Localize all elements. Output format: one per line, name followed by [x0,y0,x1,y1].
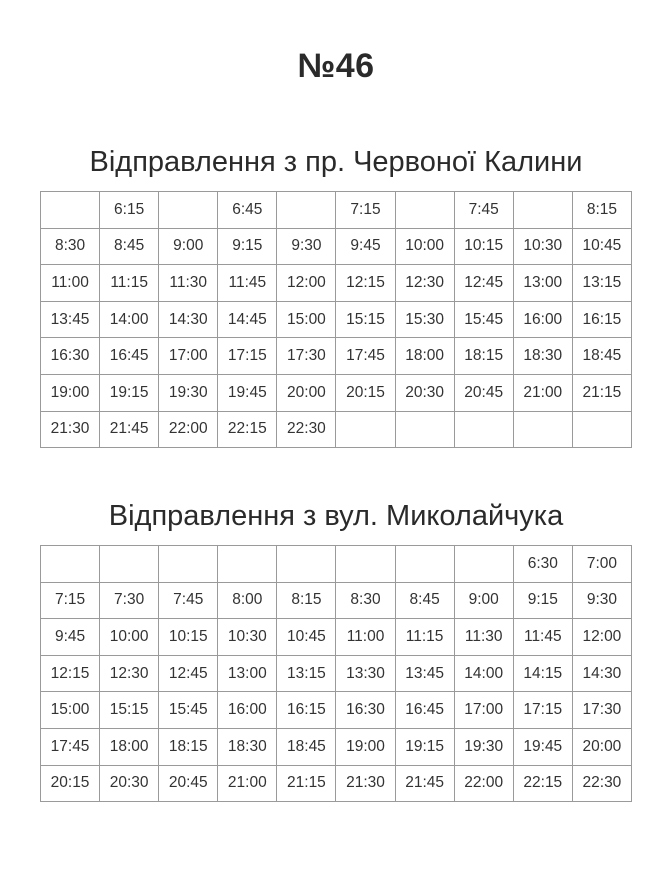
departure-time-cell: 18:45 [277,728,336,765]
departure-time-cell: 13:30 [336,655,395,692]
departure-time-cell: 10:15 [159,619,218,656]
departure-time-cell: 10:30 [218,619,277,656]
departure-time-cell: 7:00 [572,546,631,583]
section-title-mykolaichuka: Відправлення з вул. Миколайчука [108,500,564,532]
departure-time-cell: 20:45 [454,374,513,411]
departure-time-cell: 9:15 [513,582,572,619]
departure-time-cell: 21:00 [218,765,277,802]
departure-time-cell [41,192,100,229]
departure-time-cell: 15:15 [100,692,159,729]
departure-time-cell: 17:15 [513,692,572,729]
departure-time-cell: 22:30 [277,411,336,448]
departure-time-cell: 11:15 [395,619,454,656]
departure-time-cell: 20:30 [395,374,454,411]
departure-time-cell: 10:30 [513,228,572,265]
departure-time-cell: 11:45 [513,619,572,656]
departure-time-cell: 17:00 [159,338,218,375]
departure-time-cell [159,192,218,229]
departure-time-cell: 16:15 [277,692,336,729]
departure-time-cell: 9:30 [277,228,336,265]
departure-time-cell [277,546,336,583]
departure-time-cell: 11:30 [159,265,218,302]
table-row [41,582,632,619]
table-row [41,619,632,656]
departure-time-cell: 6:15 [100,192,159,229]
departure-time-cell: 10:00 [100,619,159,656]
departure-time-cell: 17:45 [336,338,395,375]
departure-time-cell: 17:30 [572,692,631,729]
departure-time-cell [513,192,572,229]
departure-time-cell: 14:00 [454,655,513,692]
departure-time-cell: 14:15 [513,655,572,692]
departure-time-cell: 7:45 [159,582,218,619]
departure-time-cell: 16:45 [100,338,159,375]
departure-time-cell: 13:00 [513,265,572,302]
departure-time-cell: 13:45 [41,301,100,338]
table-row [41,228,632,265]
departure-time-cell: 18:30 [513,338,572,375]
departure-time-cell: 21:30 [41,411,100,448]
departure-time-cell [277,192,336,229]
departure-time-cell: 10:45 [572,228,631,265]
departure-time-cell: 19:00 [336,728,395,765]
table-row [41,728,632,765]
departure-time-cell [100,546,159,583]
table-row [41,765,632,802]
departure-time-cell: 12:15 [41,655,100,692]
departure-time-cell: 11:45 [218,265,277,302]
table-row [41,301,632,338]
departure-time-cell: 18:00 [100,728,159,765]
departure-time-cell: 15:00 [41,692,100,729]
departure-time-cell: 19:30 [159,374,218,411]
departure-time-cell: 8:15 [572,192,631,229]
departure-time-cell: 8:30 [336,582,395,619]
departure-time-cell: 22:00 [454,765,513,802]
departure-time-cell: 19:30 [454,728,513,765]
departure-time-cell: 12:45 [454,265,513,302]
departure-time-cell: 14:30 [159,301,218,338]
departure-time-cell: 17:30 [277,338,336,375]
departure-time-cell [41,546,100,583]
departure-time-cell: 11:15 [100,265,159,302]
departure-time-cell: 18:00 [395,338,454,375]
route-number-title: №46 [297,47,375,85]
departure-time-cell: 20:00 [277,374,336,411]
departure-time-cell [395,411,454,448]
table-row [41,411,632,448]
departure-time-cell [513,411,572,448]
departure-time-cell: 16:30 [336,692,395,729]
departure-time-cell: 18:45 [572,338,631,375]
departure-time-cell: 12:45 [159,655,218,692]
departure-time-cell: 11:30 [454,619,513,656]
table-row [41,692,632,729]
departure-time-cell: 20:15 [41,765,100,802]
table-row [41,374,632,411]
departure-time-cell: 19:00 [41,374,100,411]
departure-time-cell: 12:15 [336,265,395,302]
departure-time-cell: 15:30 [395,301,454,338]
departure-time-cell: 14:45 [218,301,277,338]
departure-time-cell: 7:15 [336,192,395,229]
departure-time-cell: 9:45 [336,228,395,265]
departure-time-cell: 16:15 [572,301,631,338]
departure-time-cell: 21:00 [513,374,572,411]
departure-time-cell: 8:15 [277,582,336,619]
departure-time-cell [454,546,513,583]
departure-time-cell: 21:30 [336,765,395,802]
departure-time-cell: 21:45 [395,765,454,802]
departure-time-cell: 17:45 [41,728,100,765]
departure-time-cell: 9:15 [218,228,277,265]
departure-time-cell: 20:30 [100,765,159,802]
departure-time-cell: 16:45 [395,692,454,729]
departure-time-cell: 6:30 [513,546,572,583]
departure-time-cell: 11:00 [41,265,100,302]
departure-time-cell: 19:15 [100,374,159,411]
departure-time-cell: 10:15 [454,228,513,265]
table-row [41,546,632,583]
departure-time-cell: 19:45 [218,374,277,411]
departure-time-cell: 22:00 [159,411,218,448]
table-row [41,192,632,229]
departure-time-cell: 9:45 [41,619,100,656]
departure-time-cell: 18:30 [218,728,277,765]
section-title-chervonoi-kalyny: Відправлення з пр. Червоної Калини [89,146,583,178]
departure-time-cell: 21:15 [277,765,336,802]
departure-time-cell: 9:00 [454,582,513,619]
departure-time-cell: 19:15 [395,728,454,765]
departure-time-cell: 18:15 [159,728,218,765]
departure-time-cell: 9:30 [572,582,631,619]
departure-time-cell [159,546,218,583]
departure-time-cell: 15:15 [336,301,395,338]
departure-table-chervonoi-kalyny [40,191,632,448]
departure-time-cell: 8:00 [218,582,277,619]
departure-time-cell: 17:00 [454,692,513,729]
departure-time-cell: 14:00 [100,301,159,338]
departure-time-cell [336,546,395,583]
departure-time-cell: 14:30 [572,655,631,692]
departure-time-cell [395,192,454,229]
departure-time-cell: 12:00 [572,619,631,656]
departure-time-cell: 21:45 [100,411,159,448]
departure-time-cell: 12:00 [277,265,336,302]
departure-time-cell: 8:30 [41,228,100,265]
departure-time-cell: 16:00 [218,692,277,729]
departure-time-cell: 15:45 [159,692,218,729]
departure-time-cell: 22:30 [572,765,631,802]
departure-time-cell: 8:45 [395,582,454,619]
table-row [41,338,632,375]
departure-time-cell: 13:45 [395,655,454,692]
departure-time-cell: 10:00 [395,228,454,265]
departure-time-cell: 13:00 [218,655,277,692]
departure-time-cell [395,546,454,583]
departure-time-cell: 19:45 [513,728,572,765]
departure-time-cell [336,411,395,448]
departure-time-cell: 8:45 [100,228,159,265]
departure-time-cell: 20:15 [336,374,395,411]
departure-time-cell: 18:15 [454,338,513,375]
departure-time-cell: 20:00 [572,728,631,765]
departure-time-cell: 12:30 [100,655,159,692]
departure-time-cell: 15:00 [277,301,336,338]
departure-time-cell: 7:15 [41,582,100,619]
departure-time-cell: 7:45 [454,192,513,229]
departure-time-cell: 10:45 [277,619,336,656]
departure-time-cell: 16:00 [513,301,572,338]
departure-table-mykolaichuka [40,545,632,802]
departure-time-cell: 9:00 [159,228,218,265]
table-row [41,265,632,302]
departure-time-cell [454,411,513,448]
departure-time-cell: 22:15 [218,411,277,448]
departure-time-cell [218,546,277,583]
departure-time-cell: 17:15 [218,338,277,375]
departure-time-cell: 22:15 [513,765,572,802]
departure-time-cell: 20:45 [159,765,218,802]
departure-time-cell: 12:30 [395,265,454,302]
departure-time-cell: 16:30 [41,338,100,375]
departure-time-cell: 21:15 [572,374,631,411]
departure-time-cell: 13:15 [572,265,631,302]
departure-time-cell: 7:30 [100,582,159,619]
table-row [41,655,632,692]
departure-time-cell: 15:45 [454,301,513,338]
departure-time-cell: 11:00 [336,619,395,656]
departure-time-cell: 13:15 [277,655,336,692]
departure-time-cell [572,411,631,448]
departure-time-cell: 6:45 [218,192,277,229]
